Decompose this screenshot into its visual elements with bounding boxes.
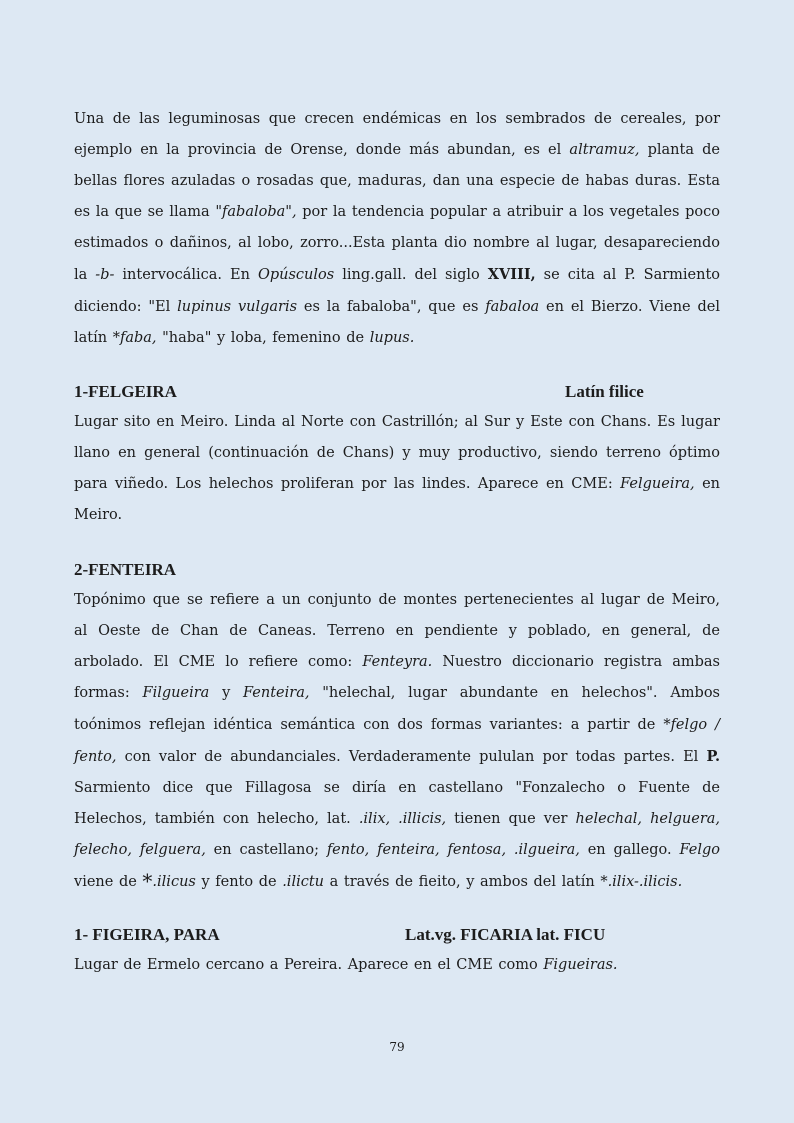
- italic-term: .ilictu: [282, 873, 325, 890]
- italic-term: Figueiras.: [543, 957, 618, 974]
- text: Una de las leguminosas que crecen endémicas en los sembrados de cereales, por ejemplo en la provincia de Orense, donde más abundan, es el: [74, 111, 720, 159]
- bold-term: XVIII,: [487, 266, 536, 284]
- italic-term: helechal, helguera, felecho, felguera,: [74, 810, 721, 858]
- italic-term: fento, fenteira, fentosa, .ilgueira,: [326, 841, 580, 858]
- italic-term: fabaloa: [485, 298, 540, 315]
- text: en Meiro.: [74, 475, 721, 524]
- bold-term: P.: [706, 747, 720, 765]
- italic-term: lupus.: [369, 329, 415, 346]
- italic-term: Opúsculos: [257, 267, 335, 284]
- text: y fento de: [195, 873, 283, 890]
- italic-term: lupinus vulgaris: [177, 298, 298, 315]
- italic-term: -b-: [95, 267, 115, 284]
- italic-term: .ilix, .illicis,: [358, 810, 447, 827]
- text: Lugar sito en Meiro. Linda al Norte con Castrillón; al Sur y Este con Chans. Es lugar llano en general (continuación de Chans) y muy productivo, siendo terreno óptimo para viñedo. Los helechos proliferan por las lindes. Aparece en CME:: [74, 413, 720, 492]
- text: se cita al P. Sarmiento diciendo: "El: [74, 267, 721, 315]
- section-heading-figeira: [74, 920, 720, 950]
- section-title: 1- FIGEIRA, PARA: [74, 925, 220, 945]
- text: ling.gall. del siglo: [334, 267, 488, 284]
- text: Nuestro diccionario registra ambas formas:: [74, 654, 720, 702]
- section-heading-felgeira: [74, 377, 720, 407]
- figeira-paragraph: [74, 950, 720, 981]
- italic-term: *faba,: [112, 329, 157, 346]
- section-title: 1-FELGEIRA: [74, 381, 177, 401]
- text: y: [209, 685, 244, 702]
- text: tienen que ver: [446, 810, 576, 827]
- italic-term: "fabaloba",: [215, 204, 297, 221]
- italic-term: altramuz,: [569, 142, 640, 159]
- text: con valor de abundanciales. Verdaderamente pululan por todas partes. El: [116, 748, 707, 765]
- italic-term: .ilicus: [152, 873, 196, 890]
- text: "haba" y loba, femenino de: [156, 329, 370, 346]
- text: Lugar de Ermelo cercano a Pereira. Aparece en el CME como: [74, 957, 544, 974]
- italic-term: Fenteira,: [243, 685, 310, 702]
- page-body: [74, 104, 720, 981]
- text: en castellano;: [205, 841, 327, 858]
- text: viene de: [74, 873, 143, 890]
- felgeira-paragraph: [74, 407, 720, 531]
- italic-term: *.ilix-.ilicis.: [600, 873, 683, 890]
- text: Topónimo que se refiere a un conjunto de montes pertenecientes al lugar de Meiro, al Oeste de Chan de Caneas. Terreno en pendiente y poblado, en general, de arbolado. El CME lo refiere como:: [74, 592, 720, 671]
- page-number: 79: [389, 1040, 405, 1054]
- section-etymology: Latín filice: [565, 381, 644, 401]
- text: planta de bellas flores azuladas o rosadas que, maduras, dan una especie de habas duras. Esta es la que se llama: [74, 142, 720, 221]
- italic-term: *felgo / fento,: [74, 716, 720, 765]
- text: es la fabaloba", que es: [297, 298, 486, 315]
- text: en el Bierzo. Viene del latín: [74, 298, 720, 346]
- text: en gallego.: [579, 841, 680, 858]
- italic-term: Filgueira: [142, 685, 210, 702]
- text: por la tendencia popular a atribuir a los vegetales poco estimados o dañinos, al lobo, zorro...Esta planta dio nombre al lugar, desapareciendo la: [74, 204, 720, 284]
- asterisk-mark: *: [142, 868, 153, 893]
- text: "helechal, lugar abundante en helechos". Ambos toónimos reflejan idéntica semántica con dos formas variantes: a partir de: [74, 685, 720, 733]
- intro-paragraph: [74, 104, 720, 354]
- text: intervocálica. En: [114, 267, 258, 284]
- italic-term: Felgueira,: [620, 475, 695, 492]
- section-title: 2-FENTEIRA: [74, 560, 177, 580]
- section-etymology: Lat.vg. FICARIA lat. FICU: [405, 925, 606, 945]
- text: a través de fieito, y ambos del latín: [324, 873, 601, 890]
- section-heading-fenteira: [74, 555, 720, 585]
- italic-term: Felgo: [679, 841, 720, 858]
- italic-term: Fenteyra.: [362, 654, 433, 671]
- text: Sarmiento dice que Fillagosa se diría en castellano "Fonzalecho o Fuente de Helechos, también con helecho, lat.: [74, 779, 720, 827]
- fenteira-paragraph: [74, 585, 720, 898]
